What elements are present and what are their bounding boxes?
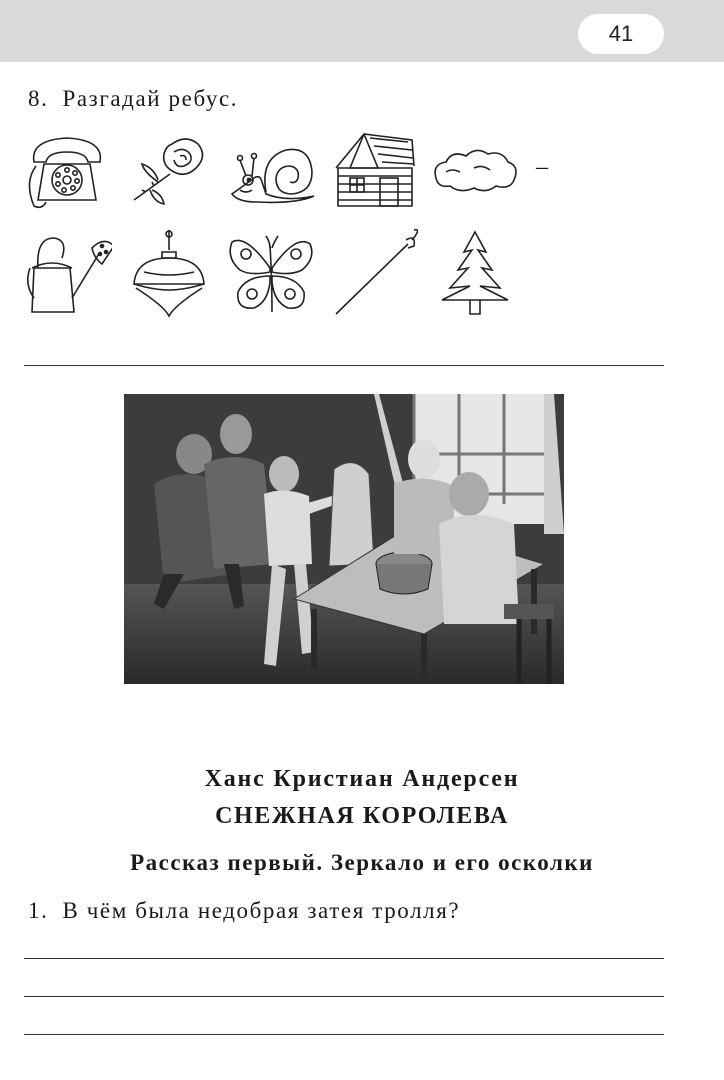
log-hut-icon	[328, 122, 418, 212]
answer-line-1[interactable]	[24, 958, 664, 959]
task-8-heading	[28, 86, 238, 112]
rebus-row-2	[22, 228, 532, 318]
rose-icon	[124, 122, 214, 212]
answer-line-3[interactable]	[24, 1034, 664, 1035]
snail-icon	[226, 122, 316, 212]
question-text: В чём была недобрая затея тролля?	[62, 898, 461, 923]
rebus-row-1	[22, 122, 548, 212]
answer-line-task-8[interactable]	[24, 365, 664, 366]
rebus-separator: –	[536, 153, 548, 180]
task-number: 8.	[28, 86, 49, 111]
fir-tree-icon	[430, 228, 520, 318]
question-1	[28, 898, 460, 924]
task-text: Разгадай ребус.	[62, 86, 239, 111]
telephone-icon	[22, 122, 112, 212]
book-title: СНЕЖНАЯ КОРОЛЕВА	[215, 803, 509, 829]
story-illustration	[124, 394, 564, 684]
answer-line-2[interactable]	[24, 996, 664, 997]
needle-icon	[328, 228, 418, 318]
chapter-title: Рассказ первый. Зеркало и его осколки	[130, 850, 594, 875]
cloud-icon	[430, 122, 520, 212]
watering-can-icon	[22, 228, 112, 318]
butterfly-icon	[226, 228, 316, 318]
page-number: 41	[578, 14, 664, 54]
question-number: 1.	[28, 898, 49, 923]
author-name: Ханс Кристиан Андерсен	[204, 766, 520, 792]
spinning-top-icon	[124, 228, 214, 318]
